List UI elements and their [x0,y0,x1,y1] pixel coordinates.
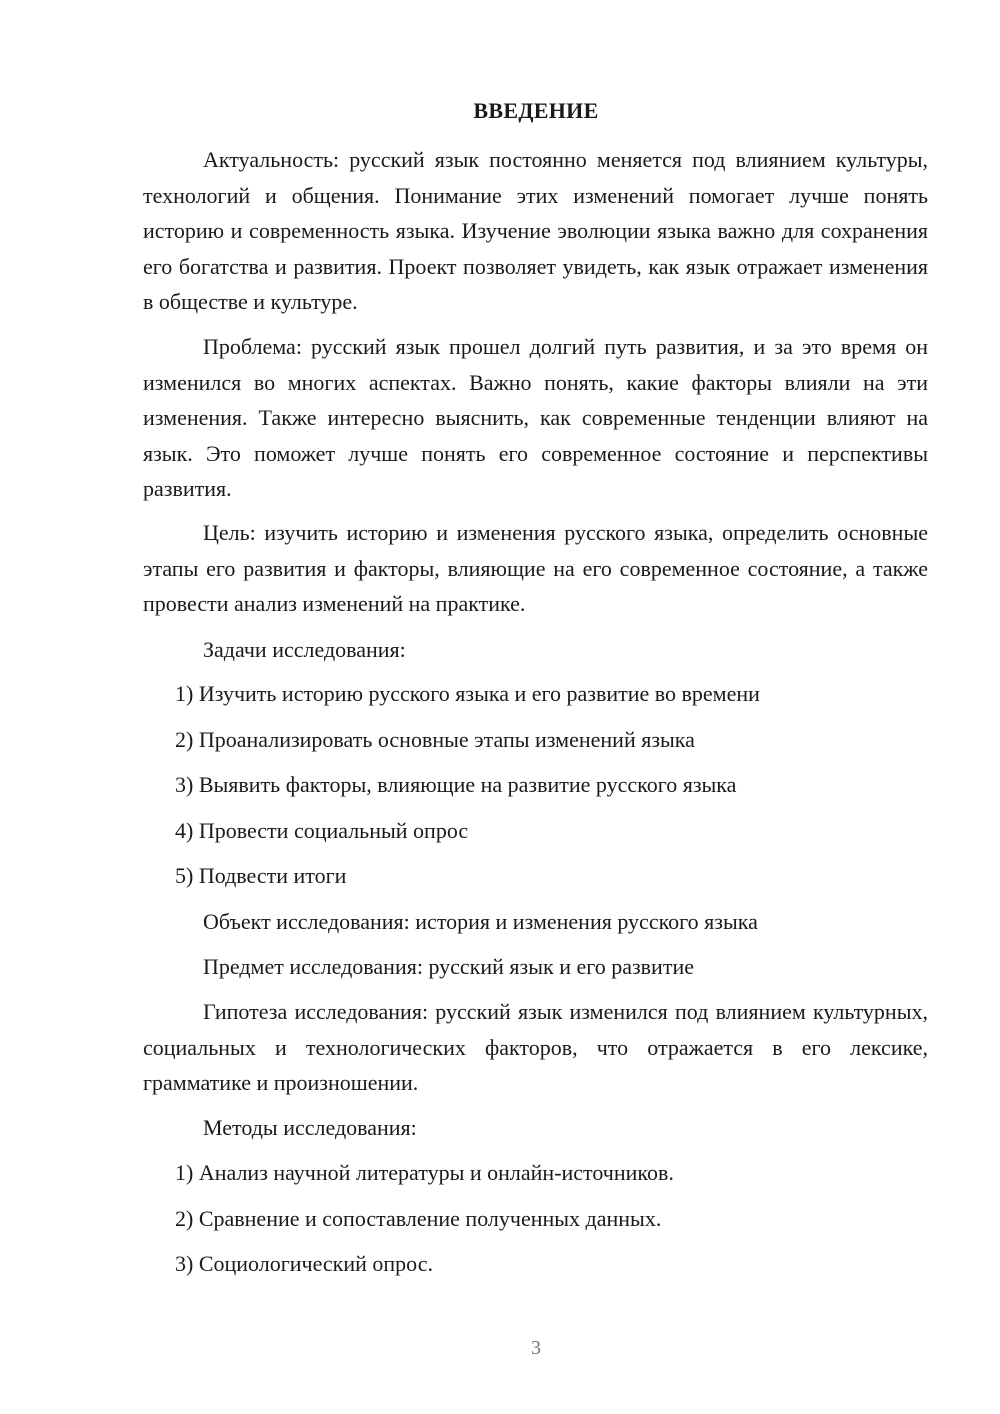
page-title: ВВЕДЕНИЕ [473,98,599,123]
research-subject: Предмет исследования: русский язык и его развитие [203,954,694,979]
tasks-title: Задачи исследования: [203,637,406,662]
paragraph-goal: Цель: изучить историю и изменения русского языка, определить основные этапы его развития и факторы, влияющие на его современное состояние, а также провести анализ изменений на практике. [143,520,928,616]
methods-title: Методы исследования: [203,1115,417,1140]
page-number: 3 [531,1337,541,1359]
paragraph-relevance: Актуальность: русский язык постоянно меняется под влиянием культуры, технологий и общения. Понимание этих изменений помогает лучше понять историю и современность языка. Изучение эволюции языка важно для сохранения его богатства и развития. Проект позволяет увидеть, как язык отражает изменения в обществе и культуре. [143,147,928,314]
list-item: 3) Выявить факторы, влияющие на развитие русского языка [175,772,737,797]
list-item: 1) Изучить историю русского языка и его развитие во времени [175,681,760,706]
list-item: 5) Подвести итоги [175,863,347,888]
paragraph-hypothesis: Гипотеза исследования: русский язык изменился под влиянием культурных, социальных и технологических факторов, что отражается в его лексике, грамматике и произношении. [143,999,928,1095]
list-item: 4) Провести социальный опрос [175,818,469,843]
list-item: 1) Анализ научной литературы и онлайн-источников. [175,1160,674,1185]
list-item: 2) Проанализировать основные этапы изменений языка [175,727,695,752]
list-item: 2) Сравнение и сопоставление полученных данных. [175,1206,662,1231]
research-object: Объект исследования: история и изменения русского языка [203,909,758,934]
paragraph-problem: Проблема: русский язык прошел долгий путь развития, и за это время он изменился во многих аспектах. Важно понять, какие факторы влияли на эти изменения. Также интересно выяснить, как современные тенденции влияют на язык. Это поможет лучше понять его современное состояние и перспективы развития. [143,334,928,501]
list-item: 3) Социологический опрос. [175,1251,433,1276]
